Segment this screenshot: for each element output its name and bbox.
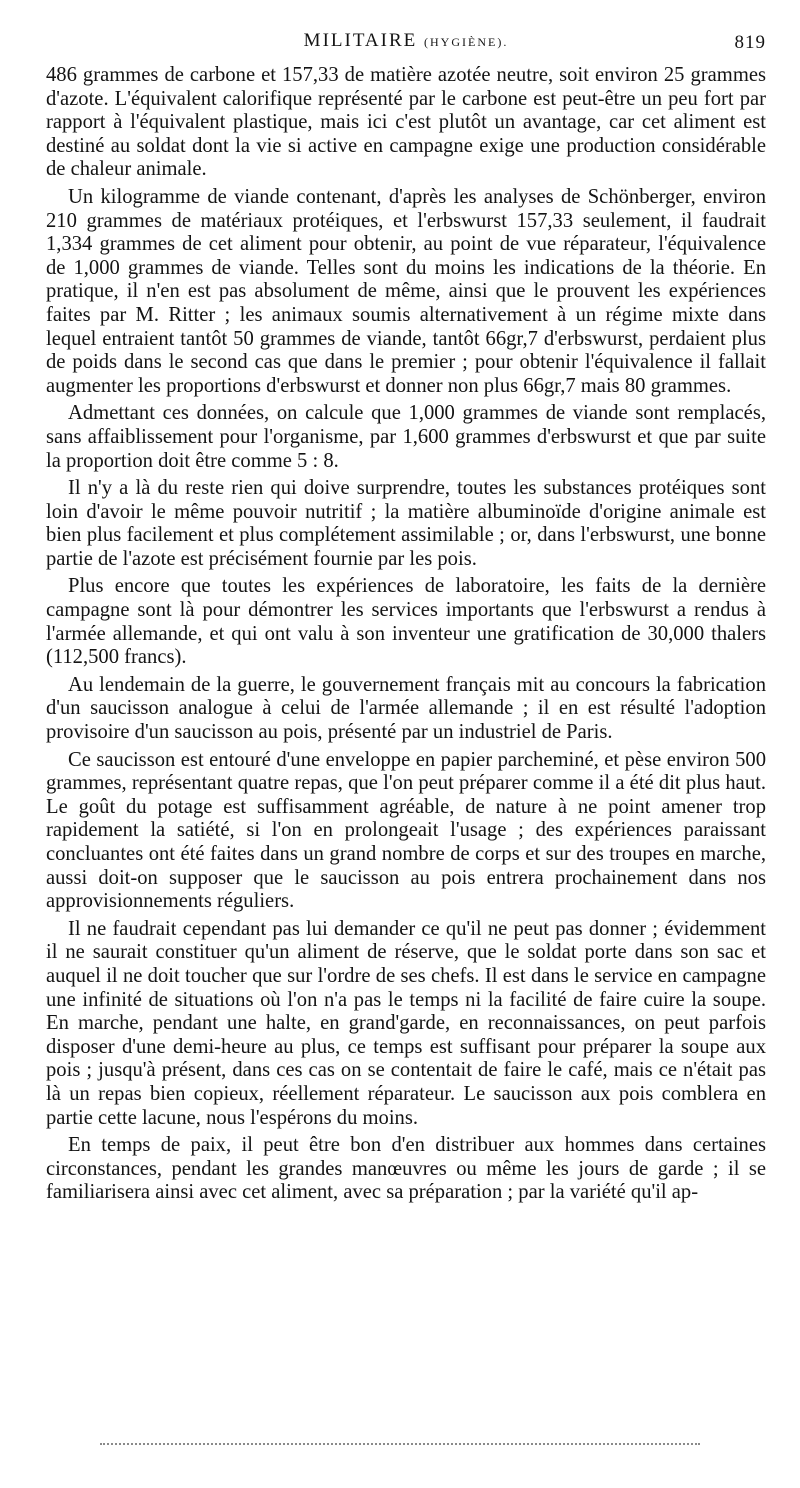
paragraph-4: Il n'y a là du reste rien qui doive surprendre, toutes les substances protéiques sont loin d'avoir le même pouvoir nutritif ; la matière albuminoïde d'origine animale est bien plus facilement et plus complétement assimilable ; or, dans l'erbswurst, une bonne partie de l'azote est précisément fournie par les pois. xyxy=(46,477,766,570)
running-title xyxy=(46,30,766,52)
paragraph-2: Un kilogramme de viande contenant, d'après les analyses de Schönberger, environ 210 grammes de matériaux protéiques, et l'erbswurst 157,33 seulement, il faudrait 1,334 grammes de cet aliment pour obtenir, au point de vue réparateur, l'équivalence de 1,000 grammes de viande. Telles sont du moins les indications de la théorie. En pratique, il n'en est pas absolument de même, ainsi que le prouvent les expériences faites par M. Ritter ; les animaux soumis alternativement à un régime mixte dans lequel entraient tantôt 50 grammes de viande, tantôt 66gr,7 d'erbswurst, perdaient plus de poids dans le second cas que dans le premier ; pour obtenir l'équivalence il fallait augmenter les proportions d'erbswurst et donner non plus 66gr,7 mais 80 grammes. xyxy=(46,185,766,397)
footer-dotted-line xyxy=(100,1443,700,1447)
paragraph-6: Au lendemain de la guerre, le gouvernement français mit au concours la fabrication d'un saucisson analogue à celui de l'armée allemande ; il en est résulté l'adoption provisoire d'un saucisson au pois, présenté par un industriel de Paris. xyxy=(46,673,766,744)
paragraph-9: En temps de paix, il peut être bon d'en distribuer aux hommes dans certaines circonstances, pendant les grandes manœuvres ou même les jours de garde ; il se familiarisera ainsi avec cet aliment, avec sa préparation ; par la variété qu'il ap- xyxy=(46,1134,766,1204)
paragraph-7: Ce saucisson est entouré d'une enveloppe en papier parcheminé, et pèse environ 500 grammes, représentant quatre repas, que l'on peut préparer comme il a été dit plus haut. Le goût du potage est suffisamment agréable, de nature à ne point amener trop rapidement la satiété, si l'on en prolongeait l'usage ; des expériences paraissant concluantes ont été faites dans un grand nombre de corps et sur des troupes en marche, aussi doit-on supposer que le saucisson au pois entrera prochainement dans nos approvisionnements réguliers. xyxy=(46,748,766,913)
paragraph-1: 486 grammes de carbone et 157,33 de matière azotée neutre, soit environ 25 grammes d'azote. L'équivalent calorifique représenté par le carbone est peut-être un peu fort par rapport à l'équivalent plastique, mais ici c'est plutôt un avantage, car cet aliment est destiné au soldat dont la vie si active en campagne exige une production considérable de chaleur animale. xyxy=(46,64,766,181)
running-title-sub: (HYGIÈNE). xyxy=(424,35,509,49)
footer-rule xyxy=(0,1443,800,1447)
running-title-main: MILITAIRE xyxy=(303,30,418,51)
paragraph-8: Il ne faudrait cependant pas lui demander ce qu'il ne peut pas donner ; évidemment il ne saurait constituer qu'un aliment de réserve, que le soldat porte dans son sac et auquel il ne doit toucher que sur l'ordre de ses chefs. Il est dans le service en campagne une infinité de situations où l'on n'a pas le temps ni la facilité de faire cuire la soupe. En marche, pendant une halte, en grand'garde, en reconnaissances, on peut parfois disposer d'une demi-heure au plus, ce temps est suffisant pour préparer la soupe aux pois ; jusqu'à présent, dans ces cas on se contentait de faire le café, mais ce n'était pas là un repas bien copieux, réellement réparateur. Le saucisson aux pois comblera en partie cette lacune, nous l'espérons du moins. xyxy=(46,917,766,1129)
paragraph-5: Plus encore que toutes les expériences de laboratoire, les faits de la dernière campagne sont là pour démontrer les services importants que l'erbswurst a rendus à l'armée allemande, et qui ont valu à son inventeur une gratification de 30,000 thalers (112,500 francs). xyxy=(46,575,766,669)
page-body xyxy=(46,64,766,1209)
page-header xyxy=(46,30,766,60)
paragraph-3: Admettant ces données, on calcule que 1,000 grammes de viande sont remplacés, sans affaiblissement pour l'organisme, par 1,600 grammes d'erbswurst et que par suite la proportion doit être comme 5 : 8. xyxy=(46,402,766,472)
page-number: 819 xyxy=(734,32,766,53)
